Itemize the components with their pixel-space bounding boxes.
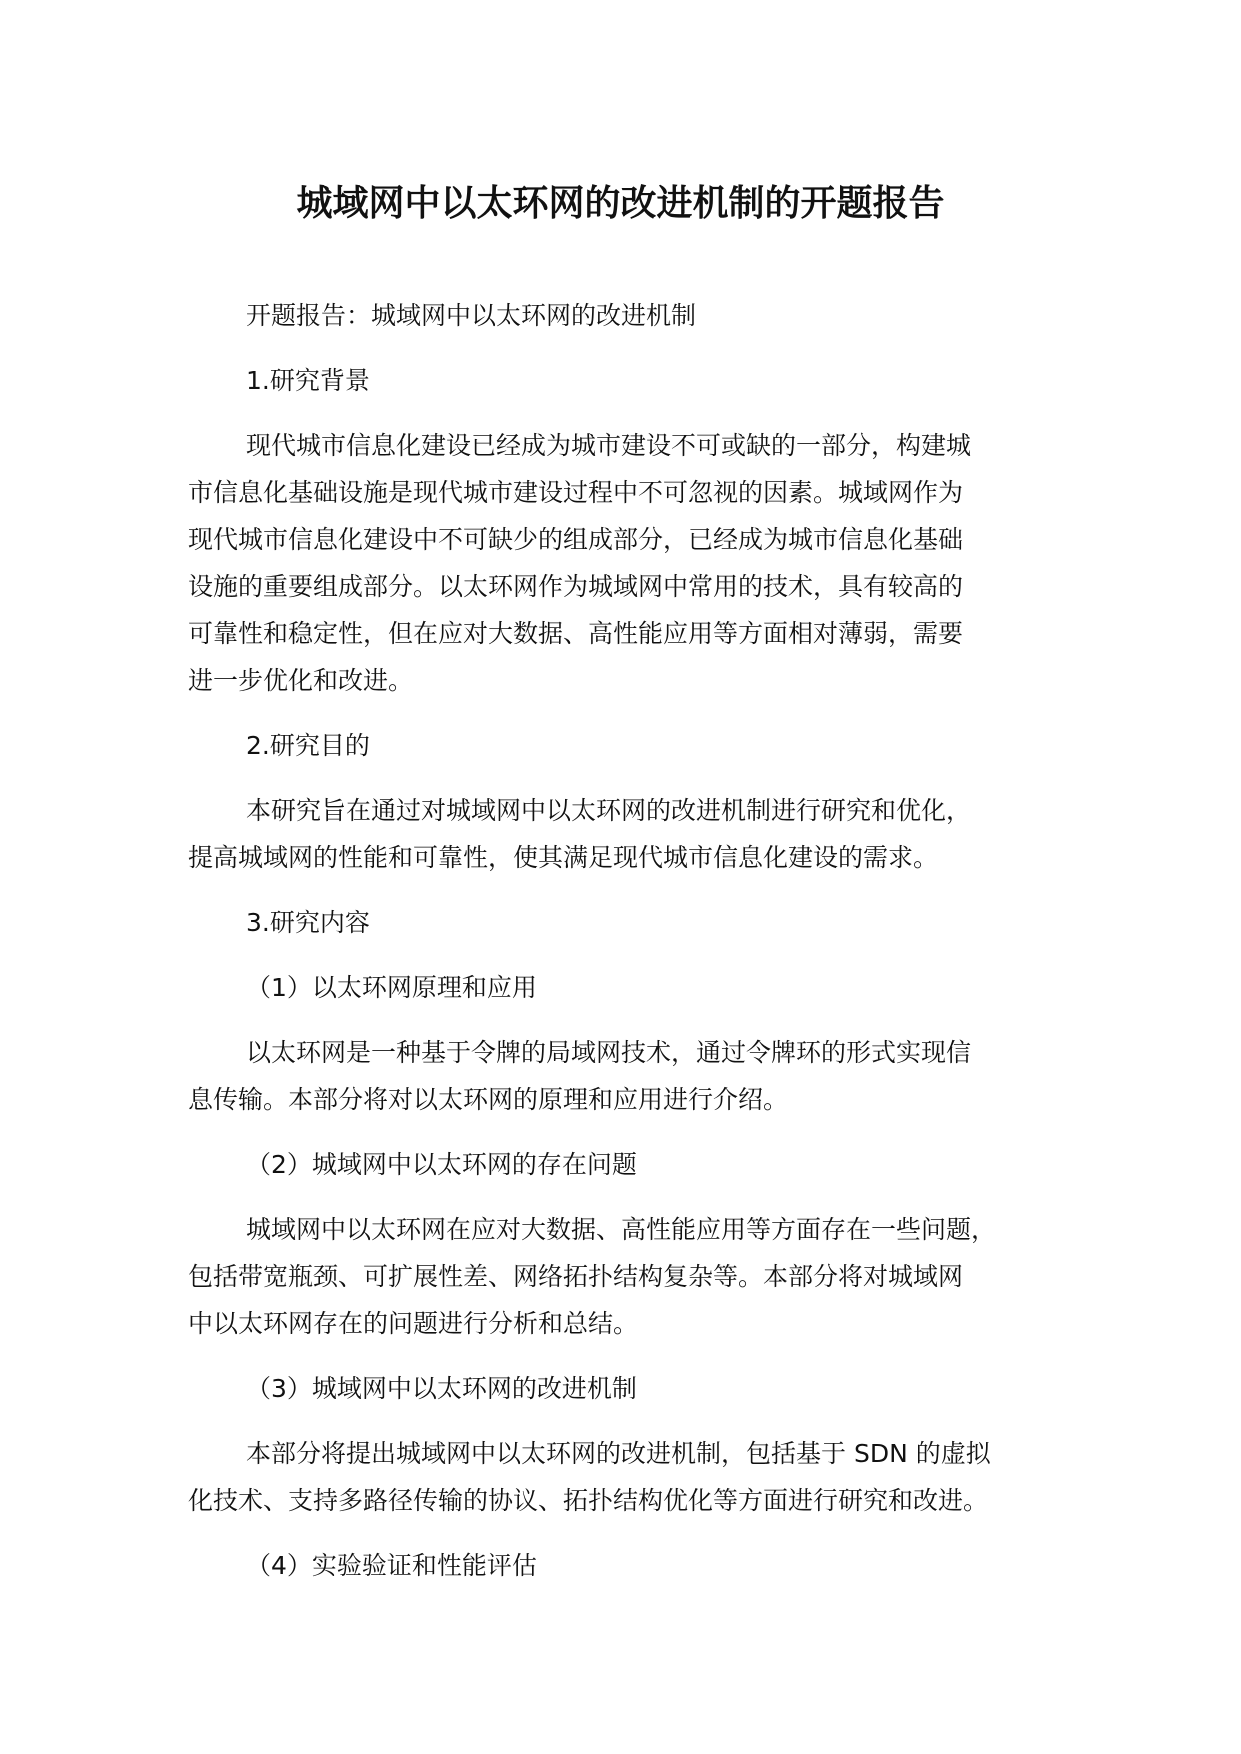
text-line: 以太环网是一种基于令牌的局域网技术，通过令牌环的形式实现信 [246, 1038, 972, 1067]
section-heading-purpose: 2.研究目的 [246, 731, 370, 760]
subsection-heading-3: （3）城域网中以太环网的改进机制 [246, 1374, 637, 1403]
text-line: 化技术、支持多路径传输的协议、拓扑结构优化等方面进行研究和改进。 [188, 1486, 989, 1515]
paragraph-sub3 [188, 1430, 1068, 1524]
text-line: 进一步优化和改进。 [188, 666, 414, 695]
document-body [188, 292, 1068, 1607]
text-line: 息传输。本部分将对以太环网的原理和应用进行介绍。 [188, 1085, 789, 1114]
text-line: 现代城市信息化建设中不可缺少的组成部分，已经成为城市信息化基础 [188, 525, 964, 554]
text-line: 中以太环网存在的问题进行分析和总结。 [188, 1309, 639, 1338]
paragraph-background [188, 422, 1068, 704]
paragraph-purpose [188, 787, 1068, 881]
subsection-heading-4: （4）实验验证和性能评估 [246, 1551, 537, 1580]
text-line: 包括带宽瓶颈、可扩展性差、网络拓扑结构复杂等。本部分将对城域网 [188, 1262, 964, 1291]
subsection-heading-1: （1）以太环网原理和应用 [246, 973, 537, 1002]
text-line: 现代城市信息化建设已经成为城市建设不可或缺的一部分，构建城 [246, 431, 972, 460]
text-line: 提高城域网的性能和可靠性，使其满足现代城市信息化建设的需求。 [188, 843, 939, 872]
section-heading-content: 3.研究内容 [246, 908, 370, 937]
paragraph-sub2 [188, 1206, 1068, 1347]
text-line: 可靠性和稳定性，但在应对大数据、高性能应用等方面相对薄弱，需要 [188, 619, 964, 648]
document-title: 城域网中以太环网的改进机制的开题报告 [296, 183, 945, 224]
text-line: 本部分将提出城域网中以太环网的改进机制，包括基于 SDN 的虚拟 [246, 1439, 991, 1468]
text-line: 本研究旨在通过对城域网中以太环网的改进机制进行研究和优化， [246, 796, 972, 825]
intro-line: 开题报告：城域网中以太环网的改进机制 [246, 301, 697, 330]
text-line: 市信息化基础设施是现代城市建设过程中不可忽视的因素。城域网作为 [188, 478, 964, 507]
text-line: 设施的重要组成部分。以太环网作为城域网中常用的技术，具有较高的 [188, 572, 964, 601]
section-heading-background: 1.研究背景 [246, 366, 370, 395]
paragraph-sub1 [188, 1029, 1068, 1123]
subsection-heading-2: （2）城域网中以太环网的存在问题 [246, 1150, 637, 1179]
text-line: 城域网中以太环网在应对大数据、高性能应用等方面存在一些问题， [246, 1215, 997, 1244]
